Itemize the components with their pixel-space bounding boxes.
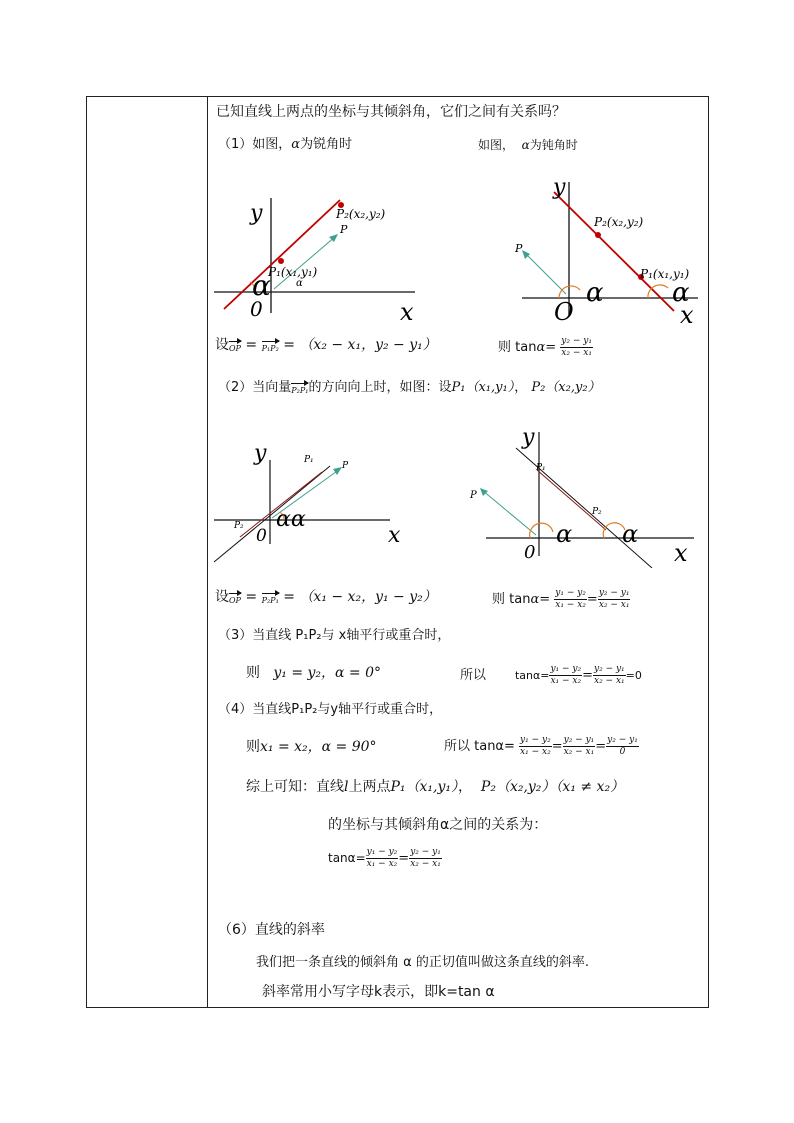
p-label: P xyxy=(515,242,523,255)
part1-tan-formula: 则 tanα= $\frac{\text{y₂ − y₁}}{\text{x₂ − x₁}}$ xyxy=(498,336,592,358)
part3-heading: （3）当直线 P₁P₂与 x轴平行或重合时， xyxy=(218,628,451,643)
part4-heading: （4）当直线P₁P₂与y轴平行或重合时， xyxy=(218,702,443,717)
part4-result: 所以 tanα= $\frac{\text{y₁ − y₂}}{\text{x₁ − x₂}}$ = $\frac{\text{y₂ − y₁}}{\text{x₂ − x₁}}$ = $\frac{\text{y₂ − y₁}}{0}$ xyxy=(444,735,638,757)
p1-label: P₁(x₁,y₁) xyxy=(268,265,318,279)
part3-result: 所以 tanα= $\frac{\text{y₁ − y₂}}{\text{x₁ − x₂}}$ = $\frac{\text{y₂ − y₁}}{\text{x₂ − x₁}}$ =0 xyxy=(460,664,642,686)
part2-heading: （2）当向量P₂P₁的方向向上时，如图：设P₁（x₁,y₁）， P₂（x₂,y₂） xyxy=(218,380,601,395)
vector-op xyxy=(482,490,536,535)
angle-arc-origin xyxy=(530,523,553,538)
vector-op-head xyxy=(333,467,342,475)
intro-text: 已知直线上两点的坐标与其倾斜角，它们之间有关系吗？ xyxy=(216,104,566,120)
alpha-origin: α xyxy=(586,278,604,308)
part4-condition: 则x₁ = x₂，α = 90° xyxy=(246,739,377,755)
diagram-obtuse xyxy=(508,168,702,328)
line-p1p2 xyxy=(214,466,330,562)
p1-label: P₁(x₁,y₁) xyxy=(640,267,690,281)
table-left-cell xyxy=(86,96,208,1008)
point-p1 xyxy=(278,258,284,264)
part6-line2: 斜率常用小写字母k表示，即k=tan α xyxy=(262,984,495,1000)
alpha-big: α xyxy=(252,269,271,302)
line-p1p2 xyxy=(554,192,674,311)
alpha-origin: α xyxy=(556,520,573,548)
alpha-small: α xyxy=(296,278,303,289)
alpha-right: α xyxy=(672,278,690,308)
p1-label: P₁ xyxy=(304,455,314,465)
p-label: P xyxy=(470,490,477,501)
diagram-acute xyxy=(210,178,440,328)
part2-tan-formula: 则 tanα= $\frac{\text{y₁ − y₂}}{\text{x₁ − x₂}}$ = $\frac{\text{y₂ − y₁}}{\text{x₂ − x₁}}$ xyxy=(492,588,630,610)
p2-label: P₂ xyxy=(592,507,602,517)
x-label: x xyxy=(680,301,694,328)
part6-line1: 我们把一条直线的倾斜角 α 的正切值叫做这条直线的斜率. xyxy=(256,955,589,970)
p-label: P xyxy=(340,223,348,236)
part6-heading: （6）直线的斜率 xyxy=(218,922,325,938)
part1-heading-right: 如图， α为钝角时 xyxy=(478,138,578,152)
vector-op-head xyxy=(480,488,488,496)
p2-label: P₂(x₂,y₂) xyxy=(594,215,644,229)
origin-label: 0 xyxy=(524,542,536,563)
part1-heading-left: （1）如图，α为锐角时 xyxy=(218,137,353,152)
x-label: x xyxy=(388,523,401,548)
summary-line1: 综上可知：直线l上两点P₁（x₁,y₁）， P₂（x₂,y₂）（x₁ ≠ x₂） xyxy=(246,779,625,795)
p-label: P xyxy=(342,461,349,471)
y-label: y xyxy=(250,201,263,226)
origin-label: 0 xyxy=(256,526,267,546)
summary-formula: tanα= $\frac{\text{y₁ − y₂}}{\text{x₁ − x₂}}$ = $\frac{\text{y₂ − y₁}}{\text{x₂ − x₁}}$ xyxy=(328,847,441,869)
part1-vector-formula: 设OP = P₁P₂ = （x₂ − x₁，y₂ − y₁） xyxy=(215,337,437,353)
x-label: x xyxy=(400,298,414,326)
x-label: x xyxy=(674,539,688,567)
diagram-upward-obtuse xyxy=(466,418,696,568)
summary-line2: 的坐标与其倾斜角α之间的关系为： xyxy=(328,817,548,833)
p1-label: P₁ xyxy=(536,463,546,473)
part3-condition: 则 y₁ = y₂，α = 0° xyxy=(246,665,382,681)
y-label: y xyxy=(553,175,566,200)
p2-label: P₂ xyxy=(234,521,244,531)
y-label: y xyxy=(254,441,267,466)
diagram-upward-acute xyxy=(212,432,412,567)
origin-label: 0 xyxy=(250,297,263,321)
origin-label: O xyxy=(554,298,574,326)
vector-op-head xyxy=(522,250,530,259)
vector-op xyxy=(524,252,566,294)
alpha-label: αα xyxy=(276,507,306,532)
y-label: y xyxy=(522,425,535,450)
alpha-right: α xyxy=(622,520,639,548)
p2-label: P₂(x₂,y₂) xyxy=(336,207,386,221)
part2-vector-formula: 设OP = P₂P₁ = （x₁ − x₂，y₁ − y₂） xyxy=(215,589,437,605)
point-p2 xyxy=(595,232,601,238)
